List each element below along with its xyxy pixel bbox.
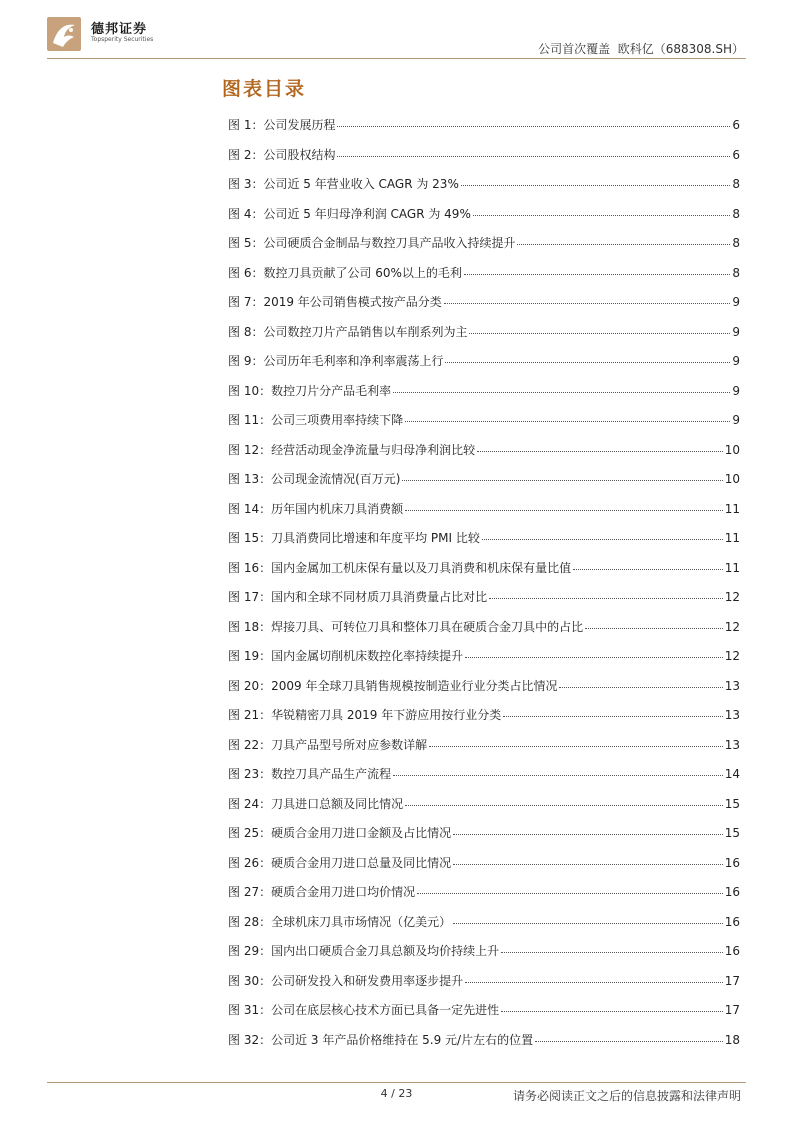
toc-entry[interactable] — [228, 1031, 740, 1061]
dot-leader — [393, 392, 730, 393]
toc-entry[interactable] — [228, 205, 740, 235]
dot-leader — [402, 480, 722, 481]
dot-leader — [482, 539, 723, 540]
toc-entry-label: 图 3：公司近 5 年营业收入 CAGR 为 23% — [228, 177, 459, 191]
dot-leader — [517, 244, 730, 245]
toc-entry[interactable] — [228, 1001, 740, 1031]
toc-entry-page: 13 — [724, 708, 740, 722]
toc-entry[interactable] — [228, 883, 740, 913]
header-divider — [47, 58, 746, 59]
dot-leader — [405, 805, 723, 806]
toc-entry-page: 12 — [724, 649, 740, 663]
dot-leader — [465, 982, 723, 983]
toc-entry[interactable] — [228, 234, 740, 264]
toc-entry-label: 图 13：公司现金流情况(百万元) — [228, 472, 401, 486]
toc-entry-label: 图 30：公司研发投入和研发费用率逐步提升 — [228, 973, 464, 988]
toc-entry-page: 12 — [724, 619, 740, 634]
toc-entry-label: 图 8：公司数控刀片产品销售以车削系列为主 — [228, 324, 468, 339]
toc-entry-label: 图 15：刀具消费同比增速和年度平均 PMI 比较 — [228, 531, 480, 545]
toc-entry-page: 15 — [724, 796, 740, 811]
toc-entry[interactable] — [228, 647, 740, 677]
dot-leader — [337, 156, 730, 157]
dot-leader — [337, 126, 730, 127]
toc-entry-page: 8 — [732, 177, 740, 191]
page-number: 4 / 23 — [380, 1087, 413, 1100]
toc-entry-page: 11 — [724, 531, 740, 545]
toc-entry-page: 16 — [724, 944, 740, 958]
toc-entry-page: 10 — [724, 472, 740, 486]
toc-entry-label: 图 23：数控刀具产品生产流程 — [228, 767, 392, 781]
toc-entry-page: 9 — [732, 383, 740, 398]
toc-entry[interactable] — [228, 116, 740, 146]
dot-leader — [429, 746, 723, 747]
toc-entry-label: 图 29：国内出口硬质合金刀具总额及均价持续上升 — [228, 944, 500, 958]
toc-entry-page: 12 — [724, 590, 740, 604]
toc-entry-page: 8 — [732, 206, 740, 221]
toc-entry-page: 14 — [724, 767, 740, 781]
toc-entry[interactable] — [228, 500, 740, 530]
page-title: 图表目录 — [222, 78, 307, 100]
toc-entry[interactable] — [228, 706, 740, 736]
toc-entry[interactable] — [228, 795, 740, 825]
toc-entry[interactable] — [228, 175, 740, 205]
dot-leader — [469, 333, 730, 334]
toc-entry-label: 图 1：公司发展历程 — [228, 118, 336, 132]
toc-entry[interactable] — [228, 323, 740, 353]
toc-entry-label: 图 10：数控刀片分产品毛利率 — [228, 383, 392, 398]
toc-entry-label: 图 27：硬质合金用刀进口均价情况 — [228, 885, 416, 899]
dot-leader — [559, 687, 722, 688]
toc-entry[interactable] — [228, 529, 740, 559]
toc-entry-page: 13 — [724, 678, 740, 693]
figure-list — [228, 116, 740, 1060]
toc-entry-label: 图 4：公司近 5 年归母净利润 CAGR 为 49% — [228, 206, 471, 221]
dot-leader — [489, 598, 723, 599]
toc-entry-label: 图 2：公司股权结构 — [228, 147, 336, 162]
dot-leader — [444, 303, 731, 304]
toc-entry-page: 11 — [724, 560, 740, 575]
toc-entry-label: 图 25：硬质合金用刀进口金额及占比情况 — [228, 826, 452, 840]
toc-entry-label: 图 28：全球机床刀具市场情况（亿美元） — [228, 914, 452, 929]
toc-entry-label: 图 7：2019 年公司销售模式按产品分类 — [228, 295, 442, 309]
legal-disclaimer: 请务必阅读正文之后的信息披露和法律声明 — [512, 1089, 741, 1103]
toc-entry-label: 图 6：数控刀具贡献了公司 60%以上的毛利 — [228, 265, 462, 280]
report-info: 公司首次覆盖 欧科亿（688308.SH） — [538, 42, 744, 56]
dot-leader — [453, 834, 723, 835]
toc-entry-page: 13 — [724, 737, 740, 752]
dot-leader — [453, 923, 723, 924]
dot-leader — [445, 362, 730, 363]
toc-entry[interactable] — [228, 559, 740, 589]
toc-entry-page: 16 — [724, 885, 740, 899]
dot-leader — [501, 952, 723, 953]
toc-entry-label: 图 18：焊接刀具、可转位刀具和整体刀具在硬质合金刀具中的占比 — [228, 619, 584, 634]
toc-entry[interactable] — [228, 854, 740, 884]
dot-leader — [453, 864, 723, 865]
toc-entry[interactable] — [228, 942, 740, 972]
dot-leader — [461, 185, 731, 186]
toc-entry-page: 6 — [732, 147, 740, 162]
page-header — [0, 0, 793, 62]
toc-entry-page: 9 — [732, 354, 740, 368]
toc-entry-page: 9 — [732, 324, 740, 339]
dot-leader — [393, 775, 723, 776]
toc-entry-page: 6 — [732, 118, 740, 132]
toc-entry-label: 图 14：历年国内机床刀具消费额 — [228, 501, 404, 516]
toc-entry[interactable] — [228, 913, 740, 943]
toc-entry[interactable] — [228, 293, 740, 323]
dot-leader — [501, 1011, 723, 1012]
toc-entry-label: 图 32：公司近 3 年产品价格维持在 5.9 元/片左右的位置 — [228, 1032, 534, 1047]
toc-entry-page: 16 — [724, 914, 740, 929]
toc-entry-page: 18 — [724, 1032, 740, 1047]
toc-entry-page: 15 — [724, 826, 740, 840]
brand-name-english: Topsperity Securities — [91, 36, 154, 43]
toc-entry-label: 图 12：经营活动现金净流量与归母净利润比较 — [228, 442, 476, 457]
toc-entry-page: 16 — [724, 855, 740, 870]
toc-entry-label: 图 26：硬质合金用刀进口总量及同比情况 — [228, 855, 452, 870]
toc-entry[interactable] — [228, 736, 740, 766]
toc-entry[interactable] — [228, 618, 740, 648]
toc-entry-label: 图 9：公司历年毛利率和净利率震荡上行 — [228, 354, 444, 368]
toc-entry-page: 10 — [724, 442, 740, 457]
toc-entry[interactable] — [228, 264, 740, 294]
toc-entry-page: 8 — [732, 236, 740, 250]
dot-leader — [465, 657, 723, 658]
toc-entry[interactable] — [228, 972, 740, 1002]
toc-entry-label: 图 17：国内和全球不同材质刀具消费量占比对比 — [228, 590, 488, 604]
toc-entry[interactable] — [228, 352, 740, 382]
toc-entry[interactable] — [228, 146, 740, 176]
toc-entry[interactable] — [228, 677, 740, 707]
company-logo-icon — [47, 17, 81, 51]
dot-leader — [477, 451, 723, 452]
toc-entry-label: 图 20：2009 年全球刀具销售规模按制造业行业分类占比情况 — [228, 678, 558, 693]
dot-leader — [464, 274, 730, 275]
toc-entry-label: 图 5：公司硬质合金制品与数控刀具产品收入持续提升 — [228, 236, 516, 250]
dot-leader — [405, 510, 723, 511]
toc-entry[interactable] — [228, 382, 740, 412]
toc-entry[interactable] — [228, 824, 740, 854]
dot-leader — [573, 569, 723, 570]
toc-entry-page: 17 — [724, 1003, 740, 1017]
toc-entry-label: 图 31：公司在底层核心技术方面已具备一定先进性 — [228, 1003, 500, 1017]
toc-entry[interactable] — [228, 470, 740, 500]
toc-entry-page: 8 — [732, 265, 740, 280]
toc-entry-label: 图 22：刀具产品型号所对应参数详解 — [228, 737, 428, 752]
toc-entry-page: 9 — [732, 295, 740, 309]
toc-entry-label: 图 21：华锐精密刀具 2019 年下游应用按行业分类 — [228, 708, 502, 722]
toc-entry-label: 图 19：国内金属切削机床数控化率持续提升 — [228, 649, 464, 663]
toc-entry[interactable] — [228, 441, 740, 471]
toc-entry[interactable] — [228, 411, 740, 441]
dot-leader — [473, 215, 731, 216]
brand-name: 德邦证券 — [91, 22, 148, 37]
toc-entry-label: 图 11：公司三项费用率持续下降 — [228, 413, 404, 427]
dot-leader — [585, 628, 723, 629]
dot-leader — [535, 1041, 723, 1042]
dot-leader — [417, 893, 723, 894]
toc-entry[interactable] — [228, 765, 740, 795]
dot-leader — [503, 716, 722, 717]
dot-leader — [405, 421, 730, 422]
toc-entry-page: 17 — [724, 973, 740, 988]
toc-entry[interactable] — [228, 588, 740, 618]
toc-entry-label: 图 16：国内金属加工机床保有量以及刀具消费和机床保有量比值 — [228, 560, 572, 575]
toc-entry-page: 9 — [732, 413, 740, 427]
toc-entry-label: 图 24：刀具进口总额及同比情况 — [228, 796, 404, 811]
footer-divider — [47, 1082, 746, 1083]
toc-entry-page: 11 — [724, 501, 740, 516]
